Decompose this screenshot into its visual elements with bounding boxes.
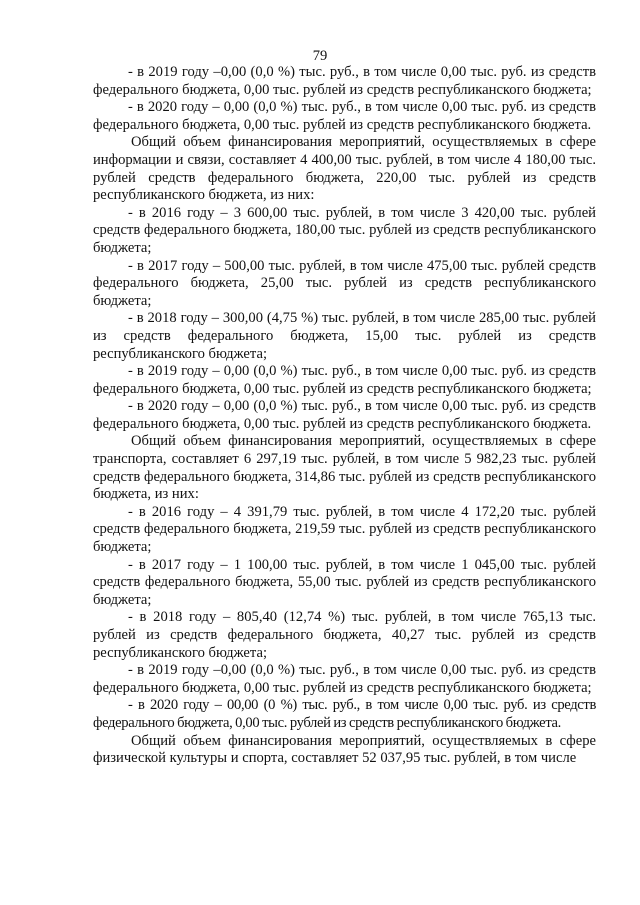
- paragraph: Общий объем финансирования мероприятий, осуществляемых в сфере информации и связи, составляет 4 400,00 тыс. рублей, в том числе 4 180,00 тыс. рублей средств федерального бюджета, 220,00 тыс. рублей из средств республиканского бюджета, из них:: [93, 134, 596, 204]
- paragraph: - в 2020 году – 00,00 (0 %) тыс. руб., в том числе 0,00 тыс. руб. из средств федерального бюджета, 0,00 тыс. рублей из средств республиканского бюджета.: [93, 697, 596, 731]
- paragraph: - в 2018 году – 805,40 (12,74 %) тыс. рублей, в том числе 765,13 тыс. рублей из средств федерального бюджета, 40,27 тыс. рублей из средств республиканского бюджета;: [93, 609, 596, 661]
- page-number: 79: [312, 48, 328, 64]
- paragraph: - в 2016 году – 3 600,00 тыс. рублей, в том числе 3 420,00 тыс. рублей средств федерального бюджета, 180,00 тыс. рублей из средств республиканского бюджета;: [93, 204, 596, 256]
- paragraph: - в 2019 году – 0,00 (0,0 %) тыс. руб., в том числе 0,00 тыс. руб. из средств федерального бюджета, 0,00 тыс. рублей из средств республиканского бюджета;: [93, 363, 596, 397]
- paragraph: - в 2019 году –0,00 (0,0 %) тыс. руб., в том числе 0,00 тыс. руб. из средств федерального бюджета, 0,00 тыс. рублей из средств республиканского бюджета;: [93, 64, 596, 98]
- paragraph: - в 2020 году – 0,00 (0,0 %) тыс. руб., в том числе 0,00 тыс. руб. из средств федерального бюджета, 0,00 тыс. рублей из средств республиканского бюджета.: [93, 99, 596, 133]
- paragraph: - в 2017 году – 500,00 тыс. рублей, в том числе 475,00 тыс. рублей средств федерального бюджета, 25,00 тыс. рублей из средств республиканского бюджета;: [93, 257, 596, 309]
- paragraph: - в 2017 году – 1 100,00 тыс. рублей, в том числе 1 045,00 тыс. рублей средств федерального бюджета, 55,00 тыс. рублей из средств республиканского бюджета;: [93, 556, 596, 608]
- paragraph: - в 2016 году – 4 391,79 тыс. рублей, в том числе 4 172,20 тыс. рублей средств федерального бюджета, 219,59 тыс. рублей из средств республиканского бюджета;: [93, 503, 596, 556]
- paragraph: - в 2019 году –0,00 (0,0 %) тыс. руб., в том числе 0,00 тыс. руб. из средств федерального бюджета, 0,00 тыс. рублей из средств республиканского бюджета;: [93, 662, 596, 696]
- paragraph: - в 2020 году – 0,00 (0,0 %) тыс. руб., в том числе 0,00 тыс. руб. из средств федерального бюджета, 0,00 тыс. рублей из средств республиканского бюджета.: [93, 398, 596, 432]
- paragraph: - в 2018 году – 300,00 (4,75 %) тыс. рублей, в том числе 285,00 тыс. рублей из средств федерального бюджета, 15,00 тыс. рублей из средств республиканского бюджета;: [93, 310, 596, 362]
- paragraph: Общий объем финансирования мероприятий, осуществляемых в сфере транспорта, составляет 6 297,19 тыс. рублей, в том числе 5 982,23 тыс. рублей средств федерального бюджета, 314,86 тыс. рублей из средств республиканского бюджета, из них:: [93, 433, 596, 503]
- paragraph: Общий объем финансирования мероприятий, осуществляемых в сфере физической культуры и спорта, составляет 52 037,95 тыс. рублей, в том числе: [93, 732, 596, 767]
- document-body: [93, 64, 596, 768]
